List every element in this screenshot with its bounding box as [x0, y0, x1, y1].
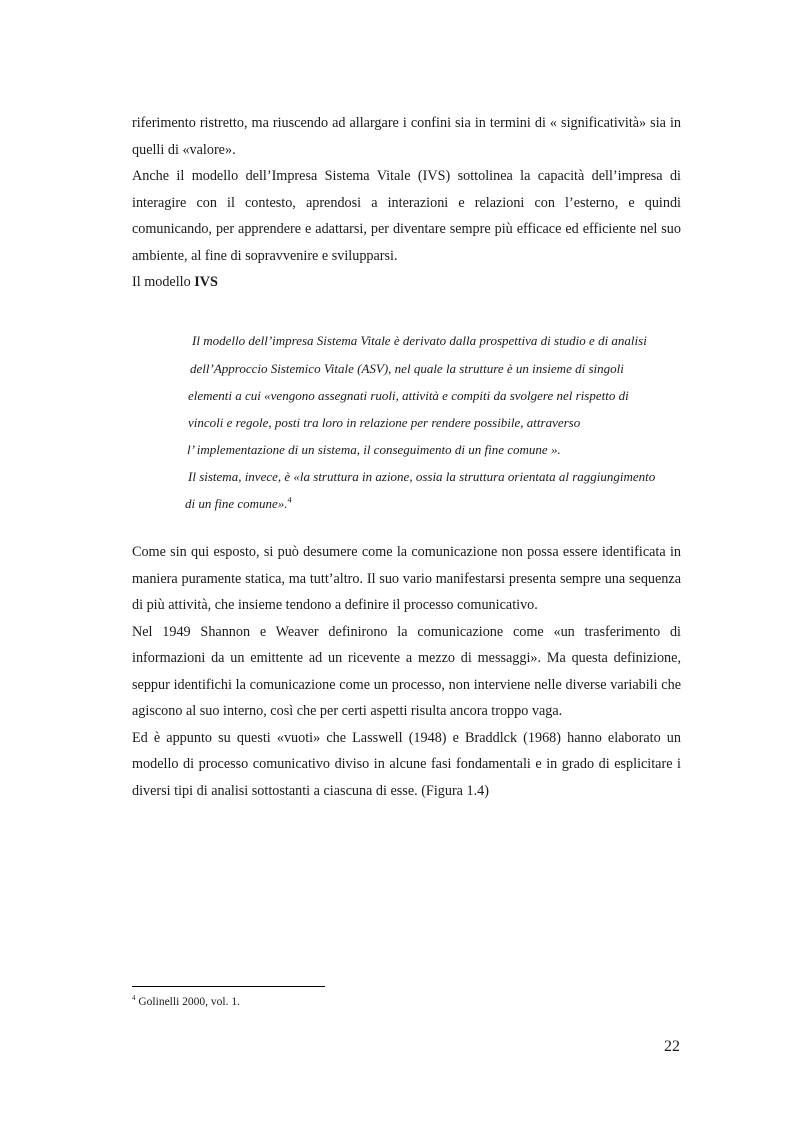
paragraph: Ed è appunto su questi «vuoti» che Lasswell (1948) e Braddlck (1968) hanno elaborato un modello di processo comunicativo diviso in alcune fasi fondamentali e in grado di esplicitare i diversi tipi di analisi sottostanti a ciascuna di esse. (Figura 1.4)	[132, 729, 681, 799]
page-number: 22	[664, 1038, 680, 1055]
footnote-marker: 4	[132, 994, 136, 1003]
quote-line-text: di un fine comune».	[185, 496, 288, 511]
quote-line-last	[185, 497, 292, 510]
quote-line: Il modello dell’impresa Sistema Vitale è derivato dalla prospettiva di studio e di analisi	[192, 333, 647, 348]
paragraph: riferimento ristretto, ma riuscendo ad allargare i confini sia in termini di « significatività» sia in quelli di «valore».	[132, 115, 681, 158]
quote-line: dell’Approccio Sistemico Vitale (ASV), nel quale la strutture è un insieme di singoli	[190, 361, 624, 376]
footnote-separator	[132, 986, 325, 987]
text-block-bottom	[132, 539, 681, 804]
text-block-top	[132, 110, 681, 296]
footnote	[132, 995, 240, 1009]
model-heading	[132, 269, 681, 296]
quote-line: vincoli e regole, posti tra loro in relazione per rendere possibile, attraverso	[188, 415, 581, 430]
model-heading-prefix: Il modello	[132, 274, 195, 290]
quote-line: Il sistema, invece, è «la struttura in azione, ossia la struttura orientata al raggiungimento	[188, 469, 656, 484]
paragraph: Anche il modello dell’Impresa Sistema Vitale (IVS) sottolinea la capacità dell’impresa di interagire con il contesto, aprendosi a interazioni e relazioni con l’esterno, e quindi comunicando, per apprendere e adattarsi, per diventare sempre più efficace ed efficiente nel suo ambiente, al fine di sopravvenire e svilupparsi.	[132, 168, 681, 264]
paragraph: Nel 1949 Shannon e Weaver definirono la comunicazione come «un trasferimento di informazioni da un emittente ad un ricevente a mezzo di messaggi». Ma questa definizione, seppur identifichi la comunicazione come un processo, non interviene nelle diverse variabili che agiscono al suo interno, così che per certi aspetti risulta ancora troppo vaga.	[132, 623, 681, 719]
footnote-text: Golinelli 2000, vol. 1.	[135, 996, 240, 1008]
footnote-reference[interactable]: 4	[287, 495, 292, 505]
paragraph: Come sin qui esposto, si può desumere come la comunicazione non possa essere identificata in maniera puramente statica, ma tutt’altro. Il suo vario manifestarsi presenta sempre una sequenza di più attività, che insieme tendono a definire il processo comunicativo.	[132, 544, 681, 613]
quote-line: elementi a cui «vengono assegnati ruoli, attività e compiti da svolgere nel rispetto di	[188, 388, 629, 403]
quote-line: l’ implementazione di un sistema, il conseguimento di un fine comune ».	[187, 442, 561, 457]
model-heading-bold: IVS	[194, 274, 218, 290]
